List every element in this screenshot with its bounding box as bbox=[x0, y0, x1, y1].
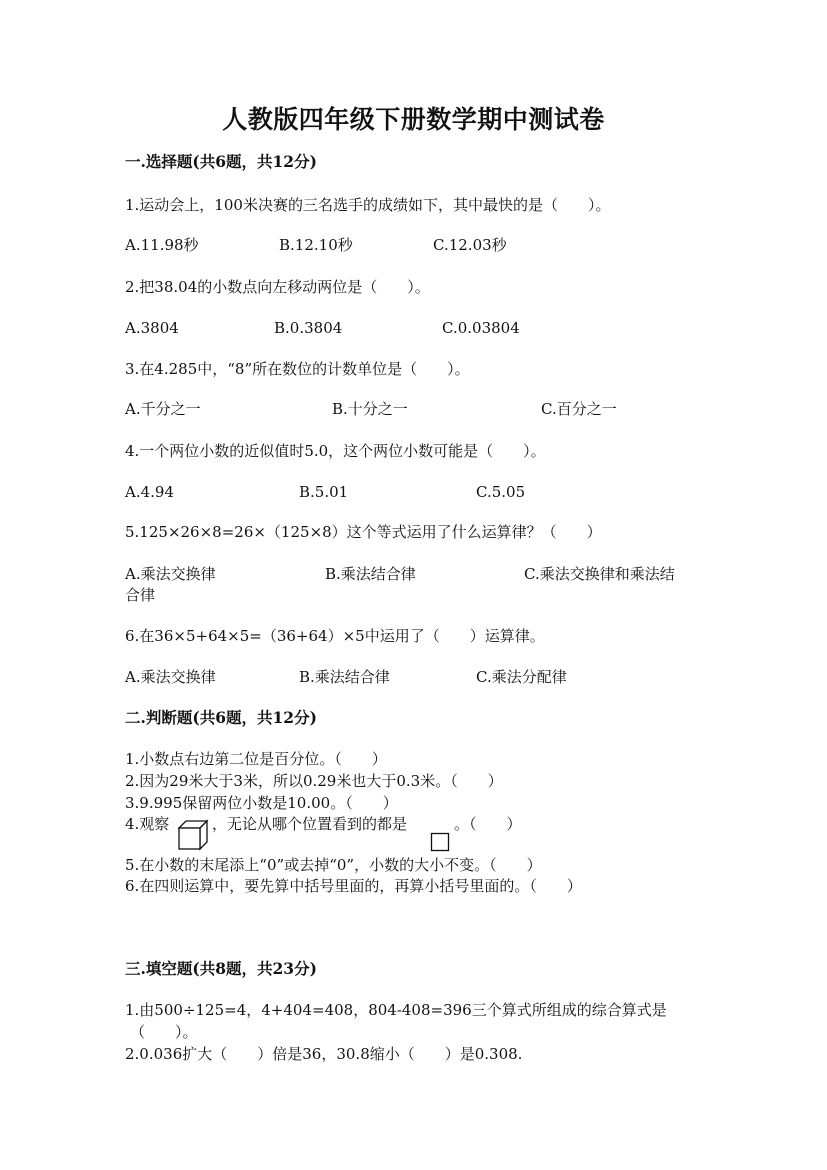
option-c: C.5.05 bbox=[476, 483, 526, 501]
judge-item: 2.因为29米大于3米，所以0.29米也大于0.3米。（ ） bbox=[125, 772, 503, 790]
option-c: C.乘法分配律 bbox=[476, 668, 567, 686]
page-title: 人教版四年级下册数学期中测试卷 bbox=[222, 105, 605, 134]
option-c: C.百分之一 bbox=[541, 400, 617, 418]
option-a: A.4.94 bbox=[125, 483, 174, 501]
option-b: B.5.01 bbox=[299, 483, 349, 501]
question-stem: 2.把38.04的小数点向左移动两位是（ ）。 bbox=[125, 278, 430, 296]
option-a: A.3804 bbox=[125, 319, 179, 337]
option-c: C.乘法交换律和乘法结 bbox=[524, 565, 675, 583]
option-a: A.乘法交换律 bbox=[125, 668, 216, 686]
option-b: B.乘法结合律 bbox=[325, 565, 416, 583]
option-b: B.十分之一 bbox=[332, 400, 408, 418]
question-stem: 5.125×26×8=26×（125×8）这个等式运用了什么运算律？（ ） bbox=[125, 523, 602, 541]
section-heading-judge: 二.判断题(共6题，共12分) bbox=[125, 708, 317, 727]
fill-item-wrap: （ ）。 bbox=[130, 1023, 198, 1041]
judge-item: 3.9.995保留两位小数是10.00。（ ） bbox=[125, 794, 398, 812]
fill-item: 2.0.036扩大（ ）倍是36，30.8缩小（ ）是0.308. bbox=[125, 1045, 523, 1063]
square-icon bbox=[430, 832, 450, 852]
option-c: C.0.03804 bbox=[442, 319, 520, 337]
fill-item: 1.由500÷125=4，4+404=408，804-408=396三个算式所组成的综合算式是 bbox=[125, 1001, 667, 1019]
question-stem: 4.一个两位小数的近似值时5.0，这个两位小数可能是（ ）。 bbox=[125, 442, 546, 460]
judge-item-4-part2: ，无论从哪个位置看到的都是 bbox=[212, 815, 408, 833]
option-c-wrap: 合律 bbox=[125, 586, 156, 604]
question-stem: 1.运动会上，100米决赛的三名选手的成绩如下，其中最快的是（ ）。 bbox=[125, 196, 611, 214]
option-a: A.千分之一 bbox=[125, 400, 201, 418]
question-stem: 6.在36×5+64×5=（36+64）×5中运用了（ ）运算律。 bbox=[125, 627, 545, 645]
option-a: A.乘法交换律 bbox=[125, 565, 216, 583]
judge-item-4-part1: 4.观察 bbox=[125, 815, 170, 833]
option-a: A.11.98秒 bbox=[125, 236, 199, 254]
section-heading-choice: 一.选择题(共6题，共12分) bbox=[125, 152, 317, 171]
option-b: B.乘法结合律 bbox=[299, 668, 390, 686]
judge-item: 1.小数点右边第二位是百分位。（ ） bbox=[125, 750, 387, 768]
option-b: B.12.10秒 bbox=[279, 236, 353, 254]
question-stem: 3.在4.285中，“8”所在数位的计数单位是（ ）。 bbox=[125, 360, 470, 378]
option-c: C.12.03秒 bbox=[433, 236, 507, 254]
cube-icon bbox=[177, 818, 209, 852]
section-heading-fill: 三.填空题(共8题，共23分) bbox=[125, 959, 317, 978]
judge-item: 5.在小数的末尾添上“0”或去掉“0”，小数的大小不变。（ ） bbox=[125, 856, 542, 874]
judge-item-4-part3: 。（ ） bbox=[454, 815, 522, 833]
option-b: B.0.3804 bbox=[274, 319, 343, 337]
judge-item: 6.在四则运算中，要先算中括号里面的，再算小括号里面的。（ ） bbox=[125, 877, 582, 895]
